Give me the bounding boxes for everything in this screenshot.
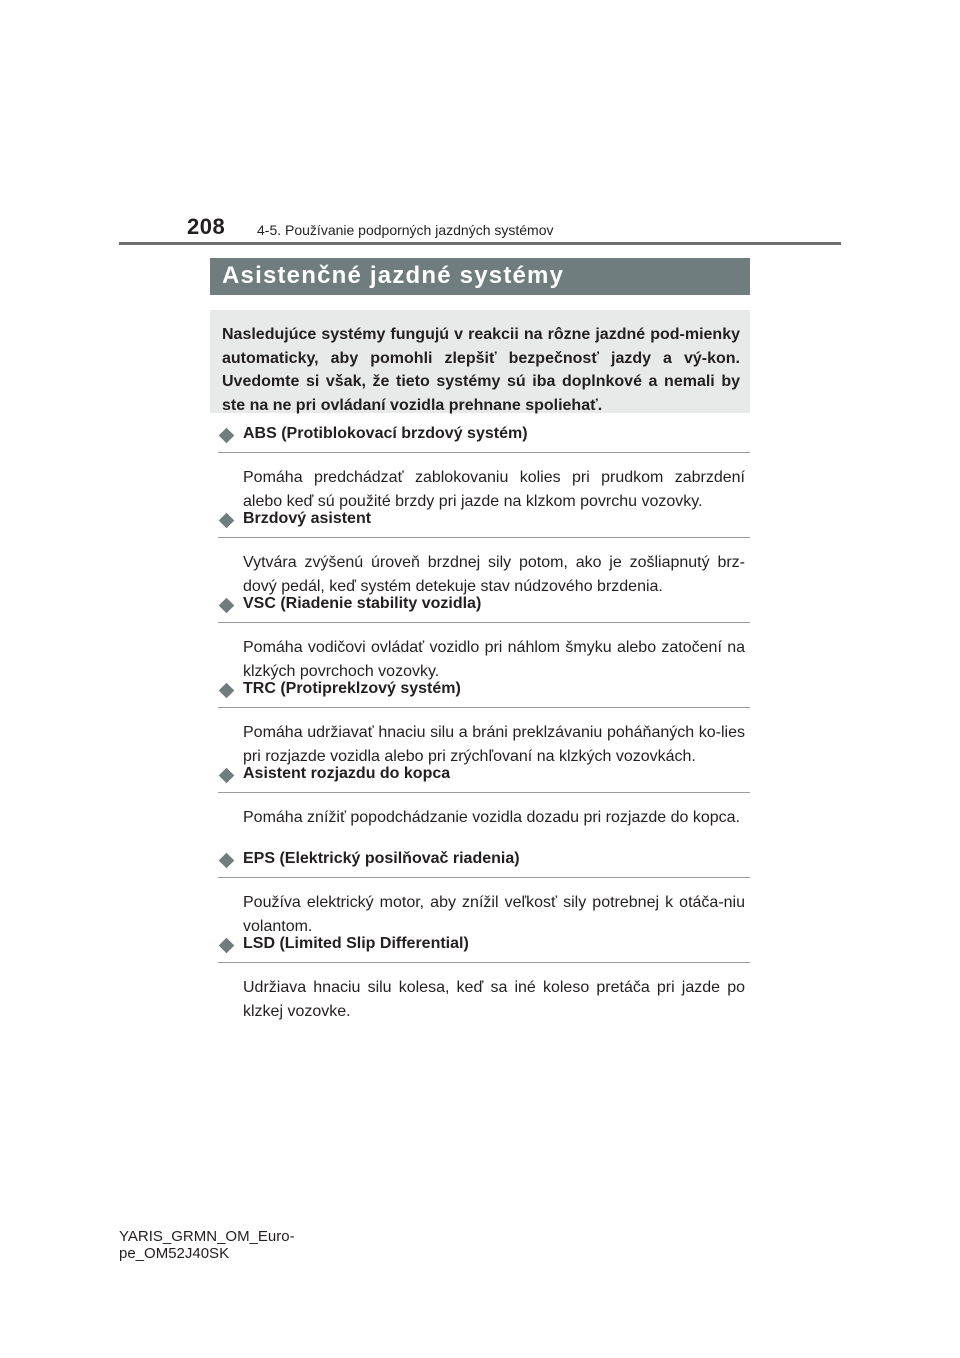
footer-doc-id-line2: pe_OM52J40SK [119,1245,230,1262]
section-trc [218,680,750,769]
section-body: Pomáha predchádzať zablokovaniu kolies pri prudkom zabrzdení alebo keď sú použité brzdy pri jazde na klzkom povrchu vozovky. [243,469,745,510]
section-heading-text: ABS (Protiblokovací brzdový systém) [243,425,528,442]
section-lsd [218,935,750,1024]
section-heading-text: VSC (Riadenie stability vozidla) [243,595,482,612]
diamond-icon [219,513,235,529]
section-brake-assist [218,510,750,599]
section-heading [218,765,750,793]
section-heading-text: TRC (Protipreklzový systém) [243,680,461,697]
section-body: Používa elektrický motor, aby znížil veľkosť sily potrebnej k otáča-niu volantom. [243,894,745,935]
running-header: 4-5. Používanie podporných jazdných systémov [257,222,554,238]
section-heading-text: EPS (Elektrický posilňovač riadenia) [243,850,520,867]
section-heading [218,425,750,453]
section-heading-text: Brzdový asistent [243,510,372,527]
section-eps [218,850,750,939]
diamond-icon [219,598,235,614]
section-heading [218,935,750,963]
section-body: Vytvára zvýšenú úroveň brzdnej sily potom, ako je zošliapnutý brz-dový pedál, keď systém detekuje stav núdzového brzdenia. [243,554,745,595]
page-title: Asistenčné jazdné systémy [222,262,565,289]
intro-box [210,310,750,413]
section-heading [218,595,750,623]
diamond-icon [219,938,235,954]
header-rule [119,242,841,245]
diamond-icon [219,428,235,444]
section-heading [218,510,750,538]
section-heading [218,680,750,708]
section-heading-text: LSD (Limited Slip Differential) [243,935,469,952]
diamond-icon [219,768,235,784]
section-heading [218,850,750,878]
diamond-icon [219,683,235,699]
page-number: 208 [187,214,226,239]
footer-doc-id-line1: YARIS_GRMN_OM_Euro- [119,1228,295,1245]
section-body: Pomáha znížiť popodchádzanie vozidla dozadu pri rozjazde do kopca. [243,809,740,826]
section-vsc [218,595,750,684]
section-heading-text: Asistent rozjazdu do kopca [243,765,451,782]
section-body: Pomáha vodičovi ovládať vozidlo pri náhlom šmyku alebo zatočení na klzkých povrchoch vozovky. [243,639,745,680]
section-hill-start [218,765,750,830]
section-body: Udržiava hnaciu silu kolesa, keď sa iné koleso pretáča pri jazde po klzkej vozovke. [243,979,745,1020]
section-abs [218,425,750,514]
title-bar [210,258,750,295]
diamond-icon [219,853,235,869]
section-body: Pomáha udržiavať hnaciu silu a bráni preklzávaniu poháňaných ko-lies pri rozjazde vozidla alebo pri zrýchľovaní na klzkých vozovkách. [243,724,745,765]
intro-text: Nasledujúce systémy fungujú v reakcii na rôzne jazdné pod-mienky automaticky, aby pomohli zlepšiť bezpečnosť jazdy a vý-kon. Uvedomte si však, že tieto systémy sú iba doplnkové a nemali by ste na ne pri ovládaní vozidla prehnane spoliehať. [222,326,740,414]
